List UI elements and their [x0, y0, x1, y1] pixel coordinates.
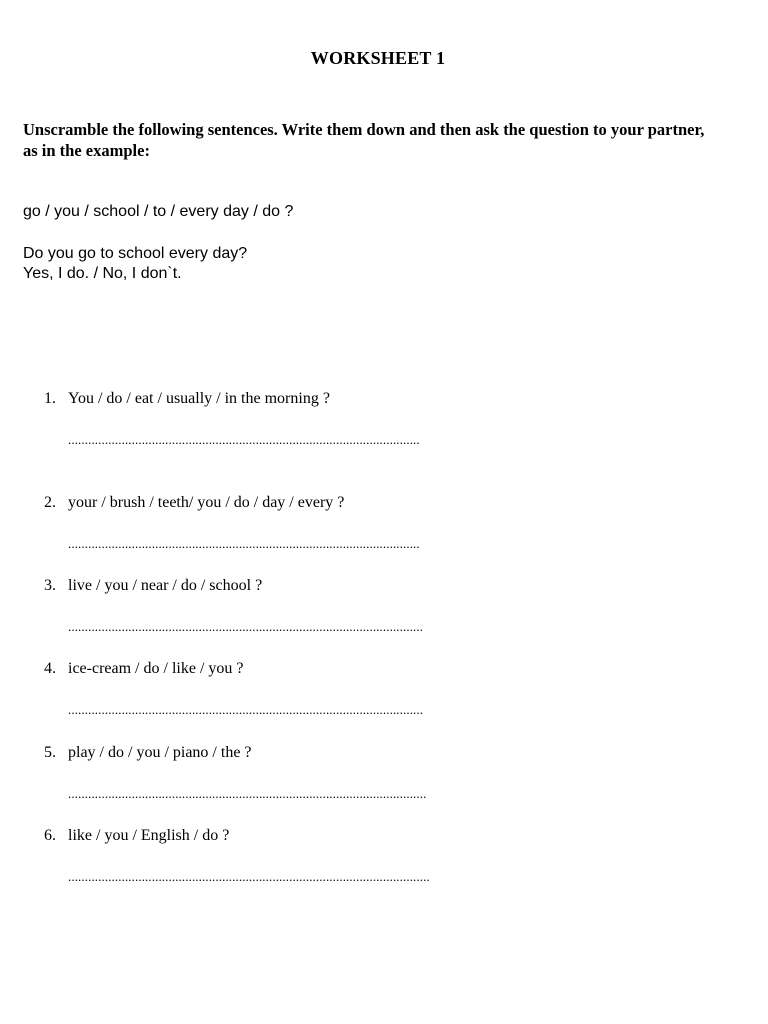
- exercise-item-5: [44, 744, 252, 762]
- item-number: 2.: [44, 494, 56, 511]
- example-prompt: go / you / school / to / every day / do ?: [23, 203, 294, 220]
- example-answer: Yes, I do. / No, I don`t.: [23, 265, 182, 282]
- answer-line-3[interactable]: ..........................................................................................................: [68, 619, 424, 634]
- item-text: live / you / near / do / school ?: [68, 577, 263, 594]
- worksheet-title: WORKSHEET 1: [310, 48, 446, 68]
- item-text: ice-cream / do / like / you ?: [68, 660, 244, 677]
- item-number: 5.: [44, 744, 56, 761]
- item-text: play / do / you / piano / the ?: [68, 744, 252, 761]
- item-number: 1.: [44, 390, 56, 407]
- answer-line-4[interactable]: ..........................................................................................................: [68, 702, 424, 717]
- exercise-item-3: [44, 577, 262, 595]
- answer-line-5[interactable]: ...........................................................................................................: [68, 786, 427, 801]
- exercise-item-4: [44, 660, 243, 678]
- exercise-item-6: [44, 827, 229, 845]
- item-number: 4.: [44, 660, 56, 677]
- exercise-item-2: [44, 494, 344, 512]
- answer-line-1[interactable]: .........................................................................................................: [68, 432, 420, 447]
- item-text: like / you / English / do ?: [68, 827, 230, 844]
- item-text: your / brush / teeth/ you / do / day / every ?: [68, 494, 345, 511]
- answer-line-2[interactable]: .........................................................................................................: [68, 536, 420, 551]
- example-question: Do you go to school every day?: [23, 245, 248, 262]
- instructions-text: Unscramble the following sentences. Write them down and then ask the question to your partner, as in the example:: [23, 120, 705, 160]
- item-number: 6.: [44, 827, 56, 844]
- exercise-item-1: [44, 390, 330, 408]
- item-number: 3.: [44, 577, 56, 594]
- answer-line-6[interactable]: ............................................................................................................: [68, 869, 430, 884]
- item-text: You / do / eat / usually / in the morning ?: [68, 390, 330, 407]
